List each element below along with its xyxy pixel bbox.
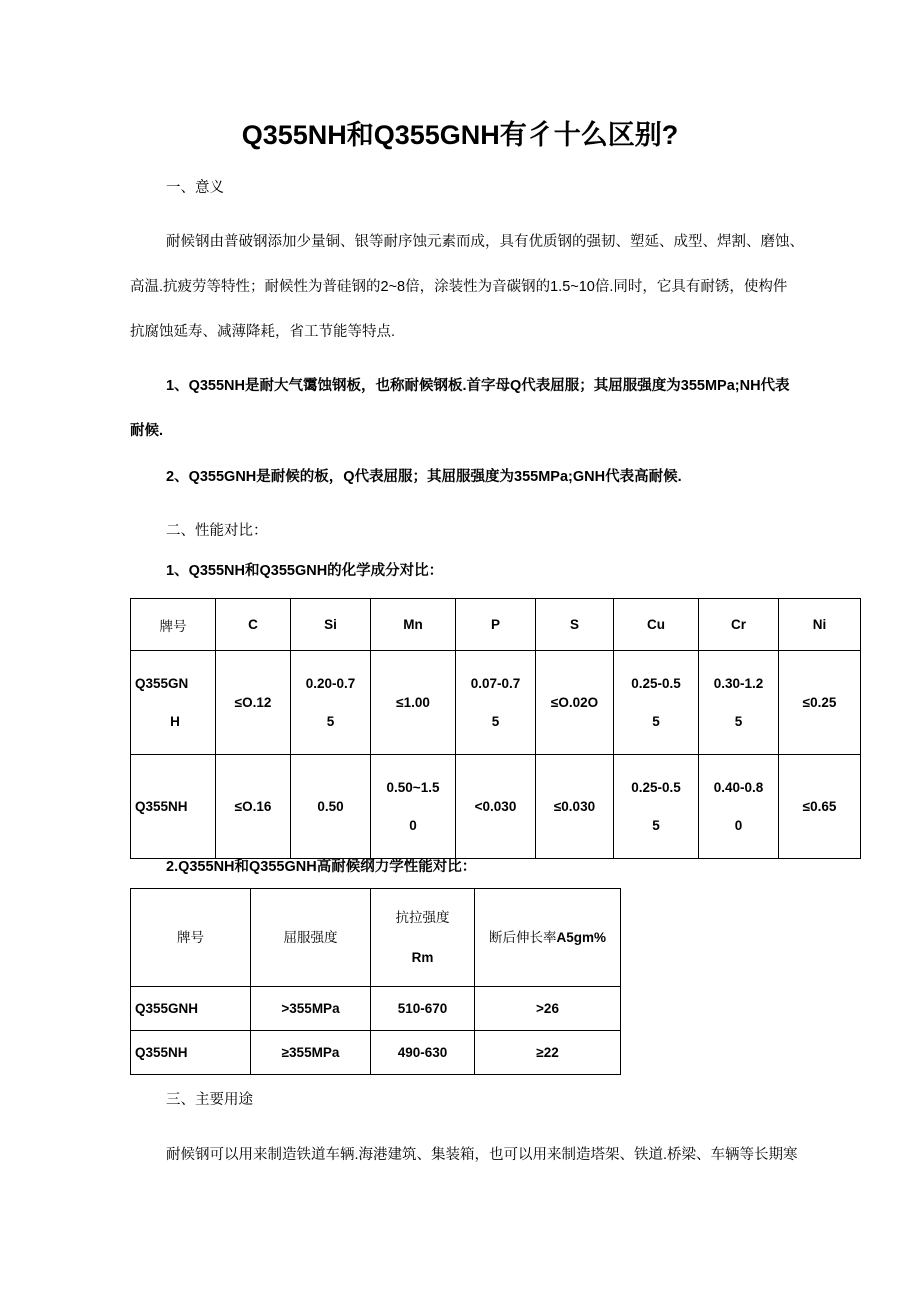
table-row (131, 1031, 621, 1075)
cell-text-line: 5 (326, 713, 335, 729)
cell-text-line: 0.20-0.7 (305, 675, 356, 691)
definition-item-2: 2、Q355GNH是耐候的板，Q代表屈服；其屈服强度为355MPa;GNH代表高耐候. (166, 469, 682, 485)
table2-caption: 2.Q355NH和Q355GNH高耐候纲力学性能对比： (166, 859, 477, 875)
col-header-yield-strength: 屈服强度 (251, 889, 371, 987)
intro-paragraph-line-1: 耐候钢由普破钢添加少量铜、银等耐序蚀元素而成，具有优质钢的强韧、塑延、成型、焊割、磨蚀、 (166, 234, 804, 250)
table-header-row (131, 599, 861, 651)
cell-p: <0.030 (456, 755, 536, 859)
col-header-tensile-strength (371, 889, 475, 987)
col-header-c: C (216, 599, 291, 651)
cell-text-line: 5 (652, 713, 660, 729)
cell-text-line: 0.40-0.8 (713, 779, 764, 795)
col-header-cu: Cu (614, 599, 699, 651)
section-heading-3: 三、主要用途 (166, 1092, 253, 1108)
col-header-cr: Cr (699, 599, 779, 651)
cell-grade-q355nh: Q355NH (131, 1031, 251, 1075)
cell-text-line: H (170, 713, 180, 729)
cell-s: ≤0.030 (536, 755, 614, 859)
cell-si (291, 651, 371, 755)
page-title: Q355NH和Q355GNH有彳十么区别? (241, 120, 679, 150)
cell-mn (371, 755, 456, 859)
intro-paragraph-line-3: 抗腐蚀延寿、减薄降耗，省工节能等特点. (130, 324, 396, 340)
table-row (131, 651, 861, 755)
cell-cu (614, 755, 699, 859)
elongation-suffix: A5gm% (556, 929, 606, 945)
cell-yield-strength: ≥355MPa (251, 1031, 371, 1075)
cell-grade-q355nh: Q355NH (131, 755, 216, 859)
cell-s: ≤O.02O (536, 651, 614, 755)
cell-text-line: 0.50~1.5 (386, 779, 440, 795)
cell-text-line (371, 938, 474, 978)
col-header-mn: Mn (371, 599, 456, 651)
cell-c: ≤O.16 (216, 755, 291, 859)
rm-label: Rm (411, 949, 434, 965)
cell-text-line: 5 (491, 713, 500, 729)
cell-c: ≤O.12 (216, 651, 291, 755)
cell-tensile-strength: 510-670 (371, 987, 475, 1031)
cell-si: 0.50 (291, 755, 371, 859)
cell-mn: ≤1.00 (371, 651, 456, 755)
cell-text-line: 0.07-0.7 (470, 675, 521, 691)
section-heading-1: 一、意义 (166, 180, 224, 196)
col-header-si: Si (291, 599, 371, 651)
cell-text-line: 5 (652, 817, 660, 833)
col-header-grade: 牌号 (131, 599, 216, 651)
col-header-p: P (456, 599, 536, 651)
cell-text-line: 0.25-0.5 (631, 779, 681, 795)
cell-text-line: 抗拉强度 (395, 909, 450, 925)
table-row (131, 755, 861, 859)
cell-ni: ≤0.25 (779, 651, 861, 755)
usage-paragraph-line-1: 耐候钢可以用来制造铁道车辆.海港建筑、集装箱，也可以用来制造塔架、铁道.桥梁、车辆等长期寒 (166, 1147, 798, 1163)
table1-caption: 1、Q355NH和Q355GNH的化学成分对比： (166, 563, 444, 579)
cell-text-line: Q355GN (135, 675, 189, 691)
cell-p (456, 651, 536, 755)
cell-cu (614, 651, 699, 755)
cell-cr (699, 755, 779, 859)
mechanical-properties-table (130, 888, 621, 1075)
definition-item-1-line-2: 耐候. (130, 423, 164, 439)
col-header-grade: 牌号 (131, 889, 251, 987)
cell-grade-q355gnh (131, 651, 216, 755)
intro-paragraph-line-2: 高温.抗疲劳等特性；耐候性为普硅钢的2~8倍，涂装性为音碳钢的1.5~10倍.同时，它具有耐锈，使构件 (130, 279, 788, 295)
cell-yield-strength: >355MPa (251, 987, 371, 1031)
table-header-row (131, 889, 621, 987)
cell-text-line: 0 (409, 817, 417, 833)
col-header-elongation (475, 889, 621, 987)
cell-text-line: 5 (734, 713, 743, 729)
cell-elongation: ≥22 (475, 1031, 621, 1075)
elongation-prefix: 断后伸长率 (488, 929, 557, 945)
cell-text-line: 0.30-1.2 (713, 675, 764, 691)
section-heading-2: 二、性能对比： (166, 523, 268, 539)
cell-elongation: >26 (475, 987, 621, 1031)
cell-tensile-strength: 490-630 (371, 1031, 475, 1075)
definition-item-1-line-1: 1、Q355NH是耐大气霭蚀钢板，也称耐候钢板.首字母Q代表屈服；其屈服强度为355MPa;NH代表 (166, 378, 790, 394)
table-row (131, 987, 621, 1031)
cell-ni: ≤0.65 (779, 755, 861, 859)
cell-grade-q355gnh: Q355GNH (131, 987, 251, 1031)
col-header-s: S (536, 599, 614, 651)
cell-text-line: 0.25-0.5 (631, 675, 681, 691)
col-header-ni: Ni (779, 599, 861, 651)
chemical-composition-table (130, 598, 861, 859)
cell-cr (699, 651, 779, 755)
cell-text-line: 0 (734, 817, 743, 833)
